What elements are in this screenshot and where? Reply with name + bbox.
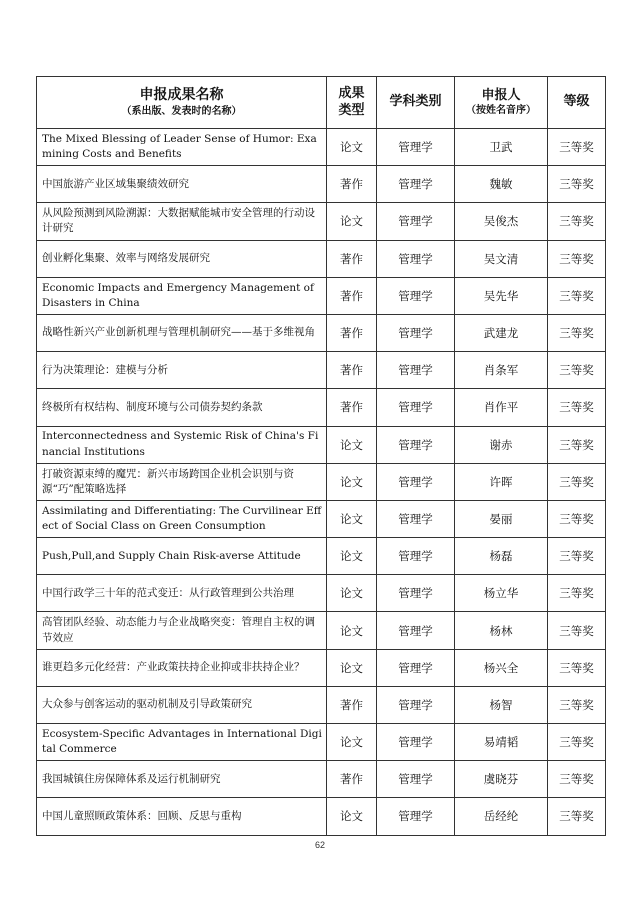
- award-level-cell: 三等奖: [548, 686, 606, 723]
- applicant-cell: 晏丽: [455, 500, 548, 537]
- achievement-type-cell: 著作: [327, 314, 377, 351]
- page-number: 62: [314, 840, 325, 850]
- achievement-type-cell: 著作: [327, 166, 377, 203]
- achievement-name-cell: 高管团队经验、动态能力与企业战略突变：管理自主权的调节效应: [37, 612, 327, 649]
- achievement-name-cell: 行为决策理论：建模与分析: [37, 352, 327, 389]
- applicant-cell: 杨立华: [455, 575, 548, 612]
- table-row: [37, 166, 606, 203]
- applicant-cell: 岳经纶: [455, 798, 548, 835]
- applicant-cell: 肖作平: [455, 389, 548, 426]
- award-level-cell: 三等奖: [548, 463, 606, 500]
- subject-cell: 管理学: [377, 761, 455, 798]
- subject-cell: 管理学: [377, 166, 455, 203]
- table-row: [37, 426, 606, 463]
- award-level-cell: 三等奖: [548, 314, 606, 351]
- award-level-cell: 三等奖: [548, 575, 606, 612]
- achievement-type-cell: 著作: [327, 761, 377, 798]
- award-level-cell: 三等奖: [548, 129, 606, 166]
- award-level-cell: 三等奖: [548, 277, 606, 314]
- achievement-type-cell: 著作: [327, 389, 377, 426]
- award-level-cell: 三等奖: [548, 649, 606, 686]
- table-row: [37, 649, 606, 686]
- table-row: [37, 463, 606, 500]
- applicant-cell: 吴先华: [455, 277, 548, 314]
- achievement-name-cell: Ecosystem-Specific Advantages in International Digital Commerce: [37, 724, 327, 761]
- achievement-type-cell: 论文: [327, 724, 377, 761]
- achievement-name-cell: Assimilating and Differentiating: The Curvilinear Effect of Social Class on Green Consumption: [37, 500, 327, 537]
- achievement-name-cell: Push,Pull,and Supply Chain Risk-averse Attitude: [37, 538, 327, 575]
- applicant-cell: 吴俊杰: [455, 203, 548, 240]
- achievement-type-cell: 论文: [327, 649, 377, 686]
- table-row: [37, 761, 606, 798]
- applicant-cell: 杨兴全: [455, 649, 548, 686]
- header-type-line2: 类型: [338, 102, 365, 118]
- table-row: [37, 389, 606, 426]
- subject-cell: 管理学: [377, 426, 455, 463]
- achievement-type-cell: 著作: [327, 277, 377, 314]
- achievement-name-cell: Economic Impacts and Emergency Management of Disasters in China: [37, 277, 327, 314]
- subject-cell: 管理学: [377, 500, 455, 537]
- table-row: [37, 724, 606, 761]
- award-level-cell: 三等奖: [548, 798, 606, 835]
- applicant-cell: 易靖韬: [455, 724, 548, 761]
- applicant-cell: 卫武: [455, 129, 548, 166]
- table-row: [37, 500, 606, 537]
- award-level-cell: 三等奖: [548, 761, 606, 798]
- table-row: [37, 798, 606, 835]
- table-row: [37, 129, 606, 166]
- achievement-name-cell: 中国行政学三十年的范式变迁：从行政管理到公共治理: [37, 575, 327, 612]
- award-level-cell: 三等奖: [548, 538, 606, 575]
- subject-cell: 管理学: [377, 240, 455, 277]
- header-row: [37, 77, 606, 129]
- award-level-cell: 三等奖: [548, 426, 606, 463]
- subject-cell: 管理学: [377, 129, 455, 166]
- header-achievement-type: [327, 77, 377, 129]
- applicant-cell: 杨智: [455, 686, 548, 723]
- achievement-type-cell: 论文: [327, 129, 377, 166]
- achievement-name-cell: 谁更趋多元化经营：产业政策扶持企业抑或非扶持企业？: [37, 649, 327, 686]
- subject-cell: 管理学: [377, 389, 455, 426]
- header-applicant-main: 申报人: [481, 87, 521, 103]
- applicant-cell: 虞晓芬: [455, 761, 548, 798]
- table-row: [37, 612, 606, 649]
- applicant-cell: 武建龙: [455, 314, 548, 351]
- table-header: [37, 77, 606, 129]
- achievement-type-cell: 论文: [327, 612, 377, 649]
- applicant-cell: 杨林: [455, 612, 548, 649]
- applicant-cell: 吴文清: [455, 240, 548, 277]
- applicant-cell: 许晖: [455, 463, 548, 500]
- award-level-cell: 三等奖: [548, 500, 606, 537]
- award-level-cell: 三等奖: [548, 352, 606, 389]
- awards-table: [36, 76, 606, 836]
- achievement-name-cell: 中国儿童照顾政策体系：回顾、反思与重构: [37, 798, 327, 835]
- achievement-name-cell: The Mixed Blessing of Leader Sense of Humor: Examining Costs and Benefits: [37, 129, 327, 166]
- achievement-name-cell: 战略性新兴产业创新机理与管理机制研究——基于多维视角: [37, 314, 327, 351]
- awards-table-container: [36, 76, 605, 836]
- achievement-type-cell: 著作: [327, 352, 377, 389]
- table-body: [37, 129, 606, 836]
- header-applicant-sub: （按姓名音序）: [466, 104, 536, 116]
- table-row: [37, 575, 606, 612]
- award-level-cell: 三等奖: [548, 240, 606, 277]
- applicant-cell: 肖条军: [455, 352, 548, 389]
- header-applicant: [455, 77, 548, 129]
- header-name-sub: （系出版、发表时的名称）: [121, 105, 242, 117]
- header-level: 等级: [548, 77, 606, 129]
- table-row: [37, 240, 606, 277]
- subject-cell: 管理学: [377, 686, 455, 723]
- header-name-main: 申报成果名称: [139, 87, 224, 103]
- subject-cell: 管理学: [377, 649, 455, 686]
- achievement-name-cell: Interconnectedness and Systemic Risk of China's Financial Institutions: [37, 426, 327, 463]
- subject-cell: 管理学: [377, 724, 455, 761]
- achievement-type-cell: 论文: [327, 798, 377, 835]
- achievement-name-cell: 中国旅游产业区域集聚绩效研究: [37, 166, 327, 203]
- table-row: [37, 277, 606, 314]
- subject-cell: 管理学: [377, 203, 455, 240]
- achievement-type-cell: 论文: [327, 575, 377, 612]
- award-level-cell: 三等奖: [548, 166, 606, 203]
- subject-cell: 管理学: [377, 798, 455, 835]
- table-row: [37, 352, 606, 389]
- award-level-cell: 三等奖: [548, 203, 606, 240]
- award-level-cell: 三等奖: [548, 612, 606, 649]
- achievement-name-cell: 从风险预测到风险溯源：大数据赋能城市安全管理的行动设计研究: [37, 203, 327, 240]
- award-level-cell: 三等奖: [548, 389, 606, 426]
- table-row: [37, 686, 606, 723]
- achievement-name-cell: 打破资源束缚的魔咒：新兴市场跨国企业机会识别与资源“巧”配策略选择: [37, 463, 327, 500]
- subject-cell: 管理学: [377, 352, 455, 389]
- header-achievement-name: [37, 77, 327, 129]
- achievement-type-cell: 论文: [327, 203, 377, 240]
- subject-cell: 管理学: [377, 575, 455, 612]
- achievement-type-cell: 论文: [327, 500, 377, 537]
- achievement-name-cell: 创业孵化集聚、效率与网络发展研究: [37, 240, 327, 277]
- subject-cell: 管理学: [377, 277, 455, 314]
- achievement-type-cell: 论文: [327, 463, 377, 500]
- achievement-type-cell: 著作: [327, 686, 377, 723]
- achievement-name-cell: 大众参与创客运动的驱动机制及引导政策研究: [37, 686, 327, 723]
- subject-cell: 管理学: [377, 314, 455, 351]
- applicant-cell: 杨磊: [455, 538, 548, 575]
- table-row: [37, 314, 606, 351]
- achievement-type-cell: 论文: [327, 538, 377, 575]
- achievement-name-cell: 终极所有权结构、制度环境与公司债券契约条款: [37, 389, 327, 426]
- table-row: [37, 203, 606, 240]
- table-row: [37, 538, 606, 575]
- achievement-type-cell: 著作: [327, 240, 377, 277]
- achievement-type-cell: 论文: [327, 426, 377, 463]
- header-subject: 学科类别: [377, 77, 455, 129]
- subject-cell: 管理学: [377, 538, 455, 575]
- subject-cell: 管理学: [377, 612, 455, 649]
- achievement-name-cell: 我国城镇住房保障体系及运行机制研究: [37, 761, 327, 798]
- header-type-line1: 成果: [338, 86, 365, 102]
- award-level-cell: 三等奖: [548, 724, 606, 761]
- applicant-cell: 魏敏: [455, 166, 548, 203]
- applicant-cell: 谢赤: [455, 426, 548, 463]
- subject-cell: 管理学: [377, 463, 455, 500]
